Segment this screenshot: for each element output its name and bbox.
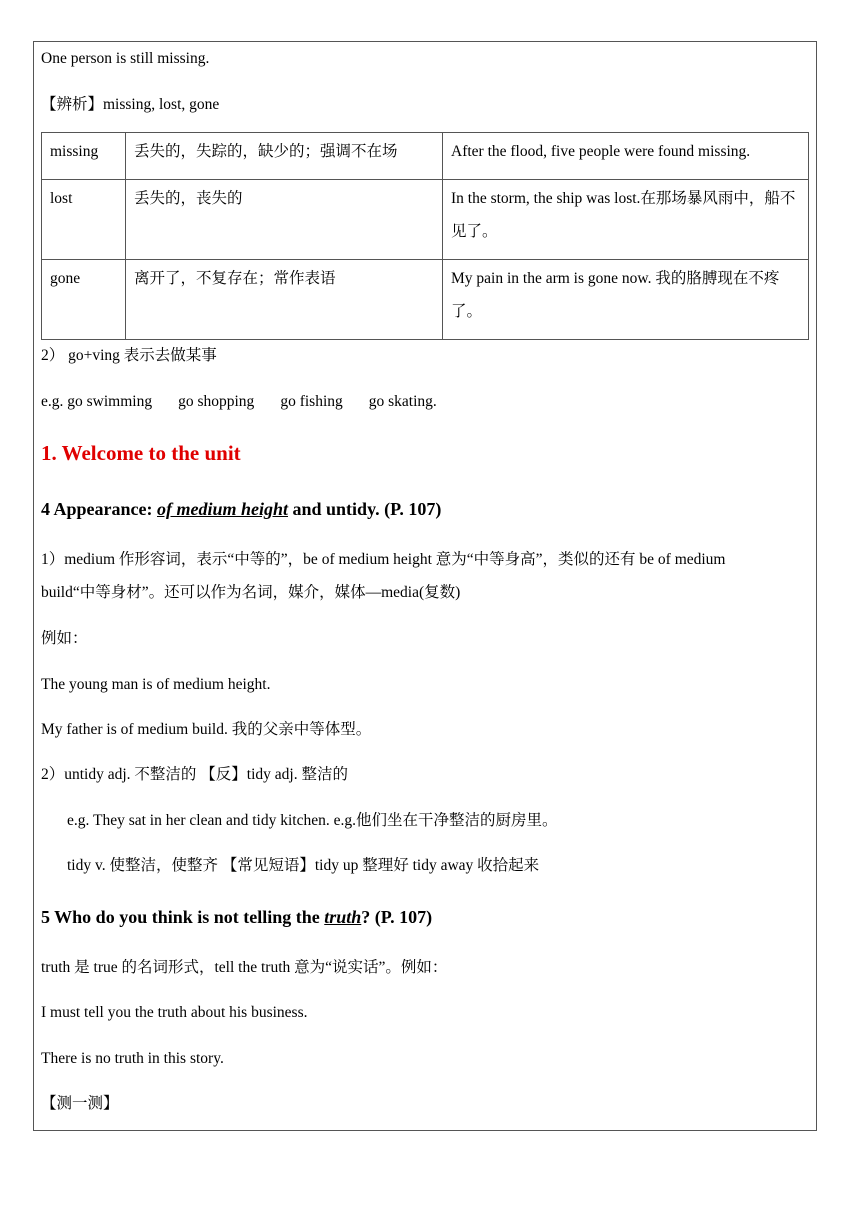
go-ving-examples: [41, 392, 437, 412]
example-item: go fishing: [280, 393, 343, 410]
item-4-heading: 4 Appearance: of medium height and untidy. (P. 107): [41, 499, 442, 519]
untidy-example: e.g. They sat in her clean and tidy kitchen. e.g.他们坐在干净整洁的厨房里。: [67, 812, 558, 829]
example-item: go shopping: [178, 393, 255, 410]
comparison-table: [41, 132, 809, 340]
item-4-explanation-line-1: 1）medium 作形容词，表示“中等的”，be of medium height 意为“中等身高”，类似的还有 be of medium: [41, 551, 726, 568]
example-sentence: The young man is of medium height.: [41, 676, 271, 693]
table-cell-word: lost: [42, 180, 126, 260]
example-label: 例如：: [41, 630, 88, 647]
example-sentence: My father is of medium build. 我的父亲中等体型。: [41, 721, 372, 738]
test-label: 【测一测】: [41, 1095, 119, 1112]
intro-sentence: One person is still missing.: [41, 50, 210, 67]
table-row: [42, 133, 809, 180]
table-cell-example: In the storm, the ship was lost.在那场暴风雨中，船不见了。: [443, 180, 809, 260]
table-row: [42, 180, 809, 260]
example-item: go skating.: [368, 393, 437, 410]
item-4-explanation-line-2: build“中等身材”。还可以作为名词，媒介，媒体—media(复数): [41, 584, 461, 601]
table-row: [42, 260, 809, 340]
tidy-verb-line: tidy v. 使整洁，使整齐 【常见短语】tidy up 整理好 tidy away 收拾起来: [67, 857, 540, 874]
eg-prefix: e.g.: [41, 393, 64, 410]
item-5-explanation: truth 是 true 的名词形式，tell the truth 意为“说实话”。例如：: [41, 959, 448, 976]
table-cell-example: My pain in the arm is gone now. 我的胳膊现在不疼了。: [443, 260, 809, 340]
table-cell-meaning: 离开了，不复存在；常作表语: [126, 260, 443, 340]
table-cell-meaning: 丢失的，失踪的，缺少的；强调不在场: [126, 133, 443, 180]
point-2-line: 2） go+ving 表示去做某事: [41, 347, 217, 364]
item-5-heading: 5 Who do you think is not telling the truth? (P. 107): [41, 907, 433, 927]
example-item: go swimming: [67, 393, 153, 410]
example-sentence: I must tell you the truth about his business.: [41, 1004, 308, 1021]
table-cell-word: gone: [42, 260, 126, 340]
example-sentence: There is no truth in this story.: [41, 1050, 224, 1067]
untidy-line: 2）untidy adj. 不整洁的 【反】tidy adj. 整洁的: [41, 766, 348, 783]
table-cell-word: missing: [42, 133, 126, 180]
section-heading: 1. Welcome to the unit: [41, 441, 241, 465]
key-phrase: of medium height: [157, 499, 289, 519]
bianxi-label: 【辨析】missing, lost, gone: [41, 96, 220, 113]
table-cell-meaning: 丢失的，丧失的: [126, 180, 443, 260]
key-word: truth: [324, 907, 362, 927]
table-cell-example: After the flood, five people were found missing.: [443, 133, 809, 180]
